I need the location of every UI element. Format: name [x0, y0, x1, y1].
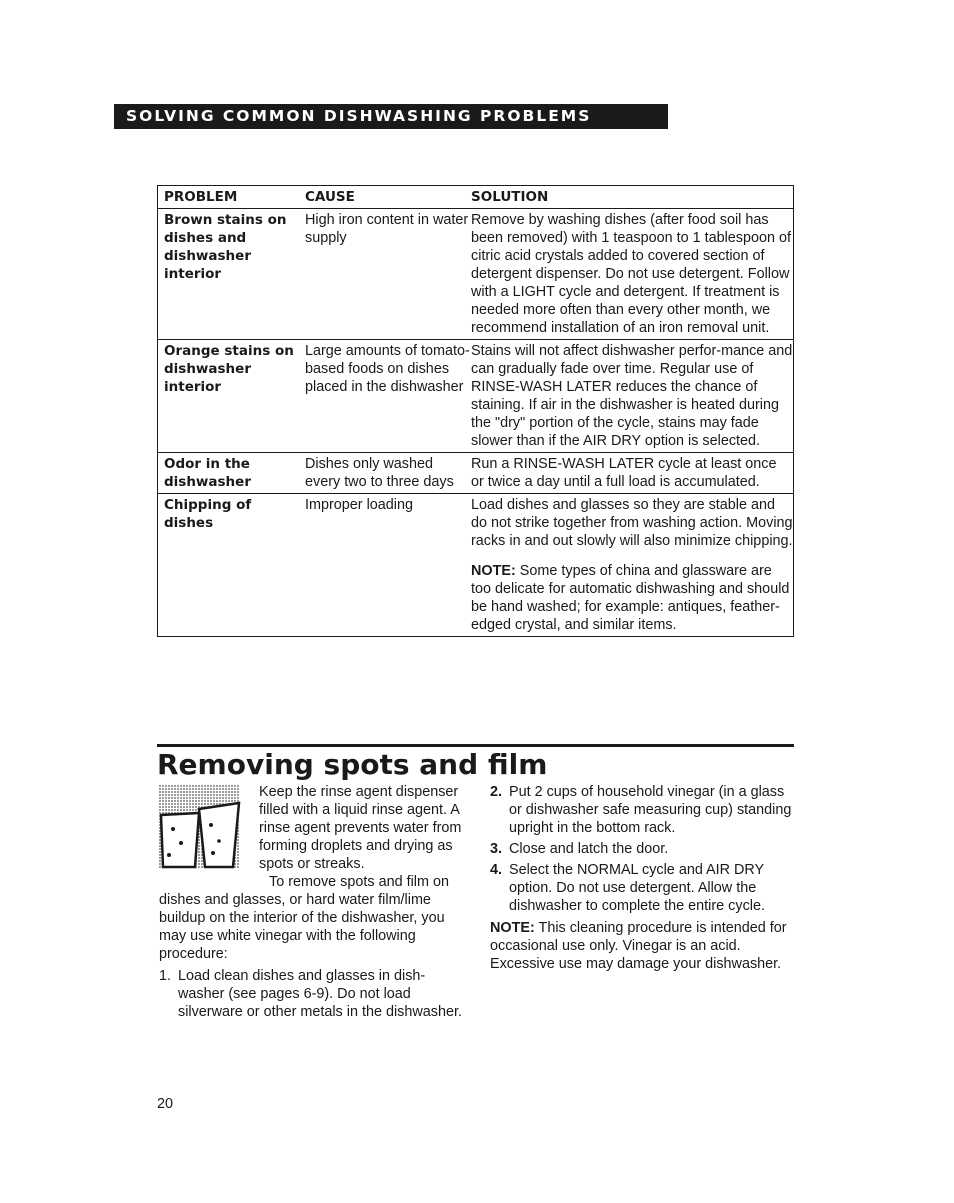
cause-cell: Dishes only washed every two to three days [305, 456, 454, 490]
section-divider [157, 744, 794, 747]
table-row [158, 209, 794, 340]
list-item [490, 861, 795, 915]
problem-cell: Orange stains on dishwasher interior [164, 343, 294, 395]
header-problem: PROBLEM [164, 189, 238, 205]
solution-text: Stains will not affect dishwasher perfor-mance and can gradually fade over time. Regular use of RINSE-WASH LATER reduces the chance of staining. If air in the dishwasher is heated during the "dry" portion of the cycle, stains may fade slower than if the AIR DRY option is selected. [471, 343, 793, 449]
step-number: 4. [490, 862, 503, 878]
list-item [490, 840, 795, 858]
cause-cell: High iron content in water supply [305, 212, 469, 246]
section-banner: SOLVING COMMON DISHWASHING PROBLEMS [114, 104, 668, 129]
right-column [490, 783, 795, 973]
left-column [159, 783, 469, 1024]
table-row [158, 494, 794, 637]
step-number: 2. [490, 784, 503, 800]
step-text: Select the NORMAL cycle and AIR DRY option. Do not use detergent. Allow the dishwasher to complete the entire cycle. [509, 862, 765, 914]
problem-cell: Chipping of dishes [164, 497, 252, 531]
page-number: 20 [157, 1096, 174, 1112]
step-text: Load clean dishes and glasses in dish-washer (see pages 6-9). Do not load silverware or other metals in the dishwasher. [178, 968, 462, 1020]
note-label: NOTE: [471, 563, 516, 579]
solution-text: Run a RINSE-WASH LATER cycle at least once or twice a day until a full load is accumulated. [471, 456, 777, 490]
solution-text: Load dishes and glasses so they are stable and do not strike together from washing action. Moving racks in and out slowly will also minimize chipping. [471, 497, 793, 549]
step-text: Put 2 cups of household vinegar (in a glass or dishwasher safe measuring cup) standing upright in the bottom rack. [509, 784, 792, 836]
solution-cell [471, 209, 794, 340]
cause-cell: Improper loading [305, 497, 413, 513]
table-row [158, 340, 794, 453]
solution-cell [471, 494, 794, 637]
note-label: NOTE: [490, 920, 535, 936]
intro-rinse-agent: Keep the rinse agent dispenser filled with a liquid rinse agent. A rinse agent prevents water from forming droplets and drying as spots or streaks. [259, 784, 462, 872]
solution-note [471, 562, 793, 634]
steps-list-left [159, 967, 469, 1021]
problem-cell: Odor in the dishwasher [164, 456, 251, 490]
solution-text: Remove by washing dishes (after food soil has been removed) with 1 teaspoon to 1 tablespoon of citric acid crystals added to covered section of detergent dispenser. Do not use detergent. Follow with a LIGHT cycle and detergent. If treatment is needed more often than every other month, we recommend installation of an iron removal unit. [471, 212, 792, 336]
table-row [158, 453, 794, 494]
section-title: Removing spots and film [157, 748, 548, 781]
cause-cell: Large amounts of tomato-based foods on dishes placed in the dishwasher [305, 343, 470, 395]
problem-cell: Brown stains on dishes and dishwasher interior [164, 212, 287, 282]
solution-cell [471, 340, 794, 453]
vinegar-note [490, 919, 795, 973]
drinking-glasses-with-water-spots-icon [159, 785, 251, 869]
list-item [490, 783, 795, 837]
step-text: Close and latch the door. [509, 841, 669, 857]
header-cause: CAUSE [305, 189, 355, 205]
troubleshooting-table [157, 185, 794, 637]
list-item [159, 967, 469, 1021]
note-text: Some types of china and glassware are too delicate for automatic dishwashing and should be hand washed; for example: antiques, feather-edged crystal, and similar items. [471, 563, 790, 633]
steps-list-right [490, 783, 795, 915]
solution-cell [471, 453, 794, 494]
step-number: 3. [490, 841, 503, 857]
header-solution: SOLUTION [471, 189, 549, 205]
table-header-row [158, 186, 794, 209]
step-number: 1. [159, 968, 172, 984]
note-text: This cleaning procedure is intended for occasional use only. Vinegar is an acid. Excessive use may damage your dishwasher. [490, 920, 787, 972]
intro-vinegar: To remove spots and film on dishes and glasses, or hard water film/lime buildup on the interior of the dishwasher, you may use white vinegar with the following procedure: [159, 874, 449, 962]
